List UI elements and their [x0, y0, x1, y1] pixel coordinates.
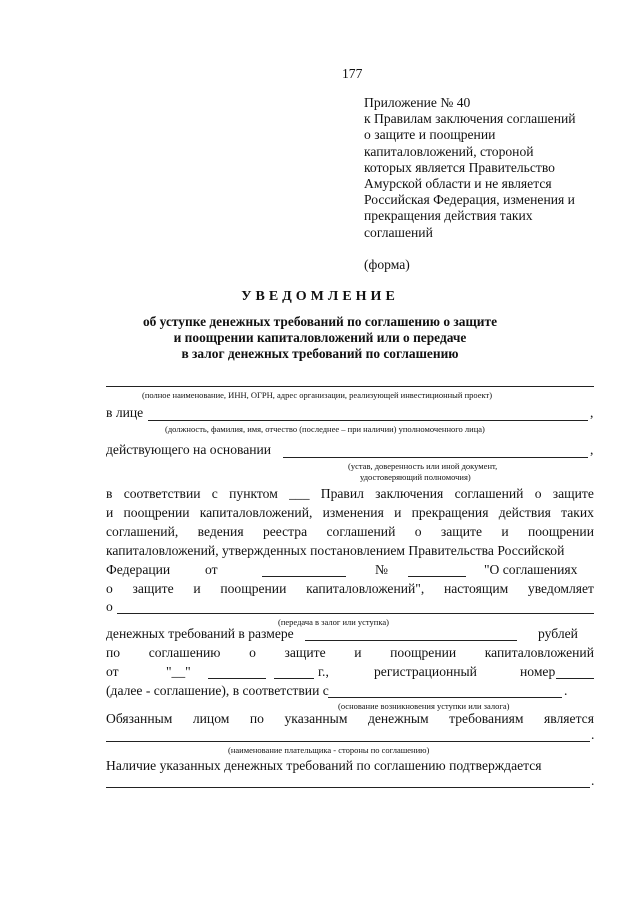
word: денежным [367, 711, 429, 726]
appendix-line: Амурской области и не является [364, 176, 552, 192]
word: защите [440, 524, 482, 539]
word: заключения [375, 486, 444, 501]
appendix-block [364, 95, 576, 241]
word: поощрении [390, 645, 457, 660]
basis-caption: (устав, доверенность или иной документ, [348, 461, 498, 471]
basis-field-line[interactable] [283, 457, 588, 458]
period: . [591, 773, 595, 788]
word: ___ [289, 486, 310, 501]
word: о [534, 486, 542, 501]
about-label: о [106, 599, 113, 614]
word: и [354, 645, 362, 660]
appendix-line: Приложение № 40 [364, 95, 471, 110]
appendix-line: которых является Правительство [364, 159, 555, 175]
appendix-line: капиталовложений, стороной [364, 143, 534, 159]
word: поощрении [220, 581, 287, 596]
word: и [193, 581, 201, 596]
document-title: УВЕДОМЛЕНИЕ [241, 289, 399, 304]
word: поощрении [123, 505, 190, 520]
word: и [501, 524, 509, 539]
word: настоящим [443, 581, 509, 596]
number-label: номер [520, 664, 556, 679]
subtitle-line: в залог денежных требований по соглашению [181, 346, 459, 361]
word: действия [498, 505, 551, 520]
word: указанным [284, 711, 348, 726]
subtitle-line: и поощрении капиталовложений или о передаче [173, 330, 467, 345]
word: соглашению [148, 645, 221, 660]
acting-label: действующего на основании [106, 442, 272, 457]
month-field-line[interactable] [208, 678, 266, 679]
word: о [249, 645, 256, 660]
org-field-line[interactable] [106, 386, 594, 387]
word: защите [284, 645, 326, 660]
amount-field-line[interactable] [305, 640, 517, 641]
paragraph-line [106, 505, 594, 521]
from-label: от [205, 562, 218, 577]
person-field-line[interactable] [148, 420, 588, 421]
reason-field-line[interactable] [328, 697, 562, 698]
word: лицом [192, 711, 230, 726]
word: капиталовложений, [199, 505, 313, 520]
form-label: (форма) [364, 257, 410, 272]
period: . [591, 727, 595, 742]
word: и [106, 505, 114, 520]
appendix-line: Российская Федерация, изменения и [364, 192, 575, 208]
transfer-field-line[interactable] [117, 613, 594, 614]
word: уведомляет [527, 581, 594, 596]
comma: , [590, 442, 594, 457]
word: является [544, 711, 594, 726]
comma: , [590, 405, 594, 420]
word: ведения [197, 524, 244, 539]
word: прекращения [411, 505, 489, 520]
decree-date-field-line[interactable] [262, 576, 346, 577]
person-caption: (должность, фамилия, имя, отчество (последнее – при наличии) уполномоченного лица) [165, 424, 485, 434]
word: таких [561, 505, 594, 520]
payer-caption: (наименование плательщика - стороны по соглашению) [228, 745, 430, 755]
word: соглашений [326, 524, 396, 539]
word: изменения [322, 505, 384, 520]
from-label: от [106, 664, 119, 679]
amount-label: денежных требований в размере [106, 626, 294, 641]
word: о [414, 524, 422, 539]
word: Обязанным [106, 711, 173, 726]
word: по [106, 645, 121, 660]
paragraph-line [106, 711, 594, 727]
word: соответствии [123, 486, 201, 501]
further-label: (далее - соглашение), в соответствии с [106, 683, 329, 698]
paragraph-line [106, 486, 594, 502]
appendix-line: прекращения действия таких [364, 208, 533, 224]
word: защите [132, 581, 174, 596]
appendix-line: соглашений [364, 224, 433, 240]
basis-caption: удостоверяющий полномочия) [360, 472, 471, 482]
registration-label: регистрационный [374, 664, 477, 679]
paragraph-line [106, 645, 594, 661]
federation-label: Федерации [106, 562, 171, 577]
payer-field-line[interactable] [106, 741, 590, 742]
confirmation-label: Наличие указанных денежных требований по соглашению подтверждается [106, 758, 542, 773]
org-caption: (полное наименование, ИНН, ОГРН, адрес организации, реализующей инвестиционный проект) [142, 390, 493, 400]
word: по [249, 711, 264, 726]
word: соглашений [454, 486, 524, 501]
paragraph-line [106, 524, 594, 540]
currency-label: рублей [538, 626, 578, 641]
word: в [106, 486, 113, 501]
paragraph-line [106, 581, 594, 597]
day-field[interactable]: "__" [166, 664, 191, 679]
decree-number-field-line[interactable] [408, 576, 466, 577]
period: . [564, 683, 568, 698]
reg-number-field-line[interactable] [556, 678, 594, 679]
word: и [394, 505, 402, 520]
in-person-label: в лице [106, 405, 144, 420]
number-sign: № [375, 562, 388, 577]
word: защите [552, 486, 594, 501]
word: реестра [262, 524, 308, 539]
appendix-line: о защите и поощрении [364, 127, 496, 143]
word: капиталовложений", [306, 581, 425, 596]
word: капиталовложений [484, 645, 594, 660]
page-number: 177 [342, 66, 363, 81]
confirmation-field-line[interactable] [106, 787, 590, 788]
paragraph-line: капиталовложений, утвержденных постановлением Правительства Российской [106, 543, 565, 558]
word: о [106, 581, 113, 596]
appendix-line: к Правилам заключения соглашений [364, 111, 576, 127]
reason-caption: (основание возникновения уступки или залога) [338, 701, 510, 711]
decree-title-start: "О соглашениях [484, 562, 578, 577]
year-field-line[interactable] [274, 678, 314, 679]
transfer-caption: (передача в залог или уступка) [278, 617, 389, 627]
year-suffix: г., [318, 664, 329, 679]
word: требованиям [449, 711, 524, 726]
word: соглашений, [106, 524, 179, 539]
word: Правил [320, 486, 364, 501]
subtitle-line: об уступке денежных требований по соглашению о защите [142, 314, 498, 329]
word: пунктом [229, 486, 278, 501]
word: с [211, 486, 218, 501]
word: поощрении [527, 524, 594, 539]
